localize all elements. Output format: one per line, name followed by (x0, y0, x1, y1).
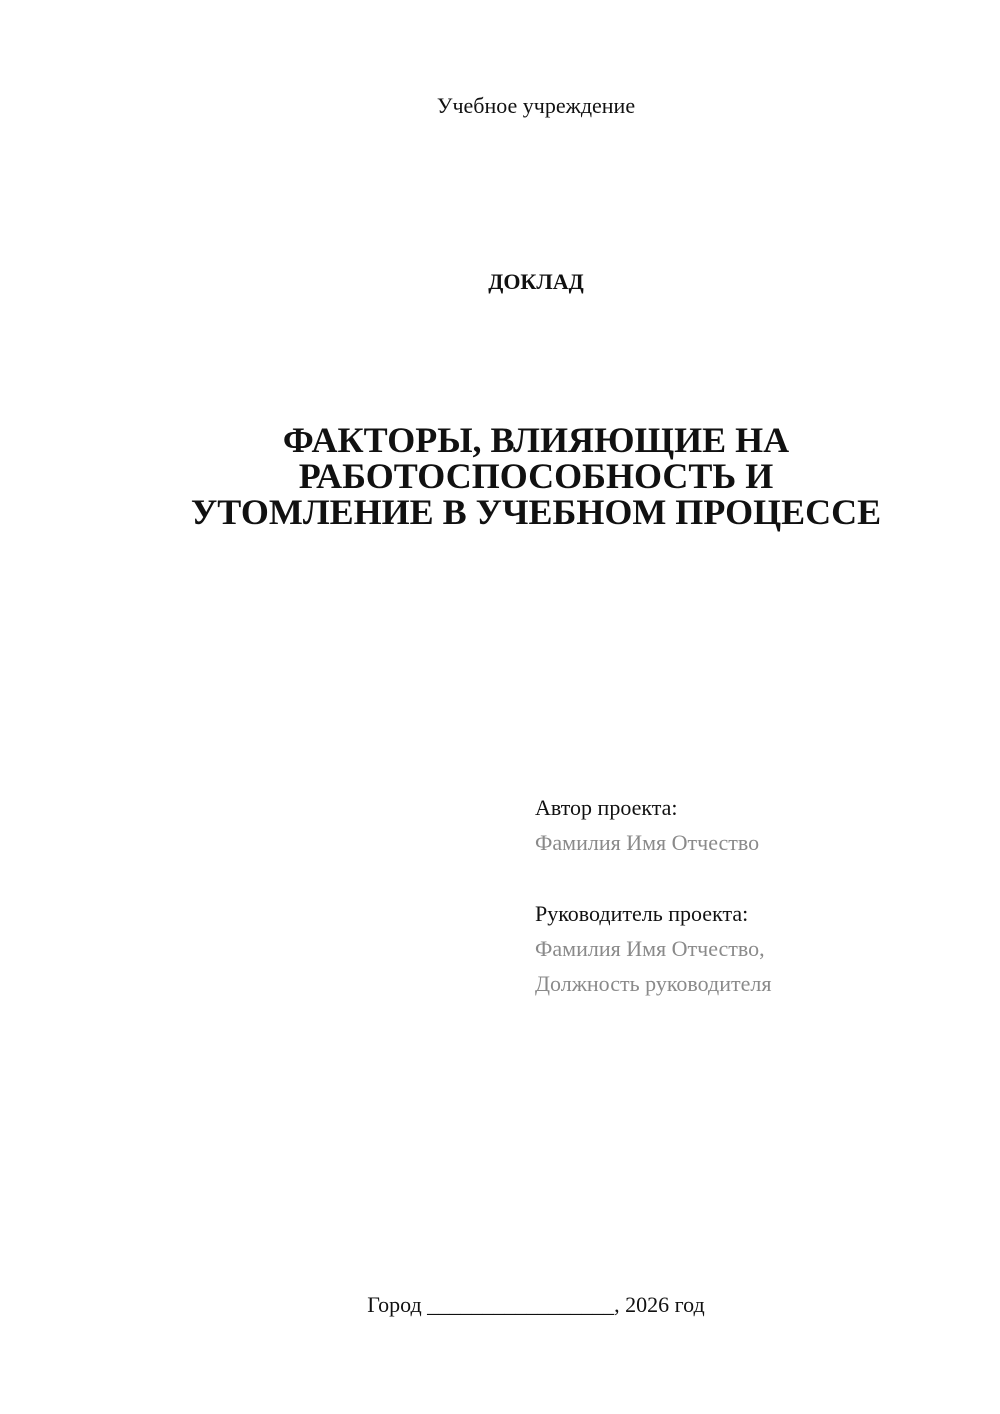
author-label: Автор проекта: (535, 795, 678, 820)
supervisor-label: Руководитель проекта: (535, 901, 749, 926)
document-type: ДОКЛАД (488, 269, 584, 294)
report-title-line: УТОМЛЕНИЕ В УЧЕБНОМ ПРОЦЕССЕ (190, 492, 882, 532)
report-title-line: РАБОТОСПОСОБНОСТЬ И (298, 456, 774, 496)
author-name: Фамилия Имя Отчество (535, 830, 760, 855)
city-year-line: Город _________________, 2026 год (367, 1292, 705, 1317)
supervisor-position: Должность руководителя (535, 971, 772, 996)
report-title-line: ФАКТОРЫ, ВЛИЯЮЩИЕ НА (282, 420, 790, 460)
spacer (535, 860, 975, 896)
institution-name: Учебное учреждение (436, 93, 636, 118)
report-title (0, 422, 1000, 530)
project-info (535, 790, 975, 1001)
supervisor-name: Фамилия Имя Отчество, (535, 936, 765, 961)
